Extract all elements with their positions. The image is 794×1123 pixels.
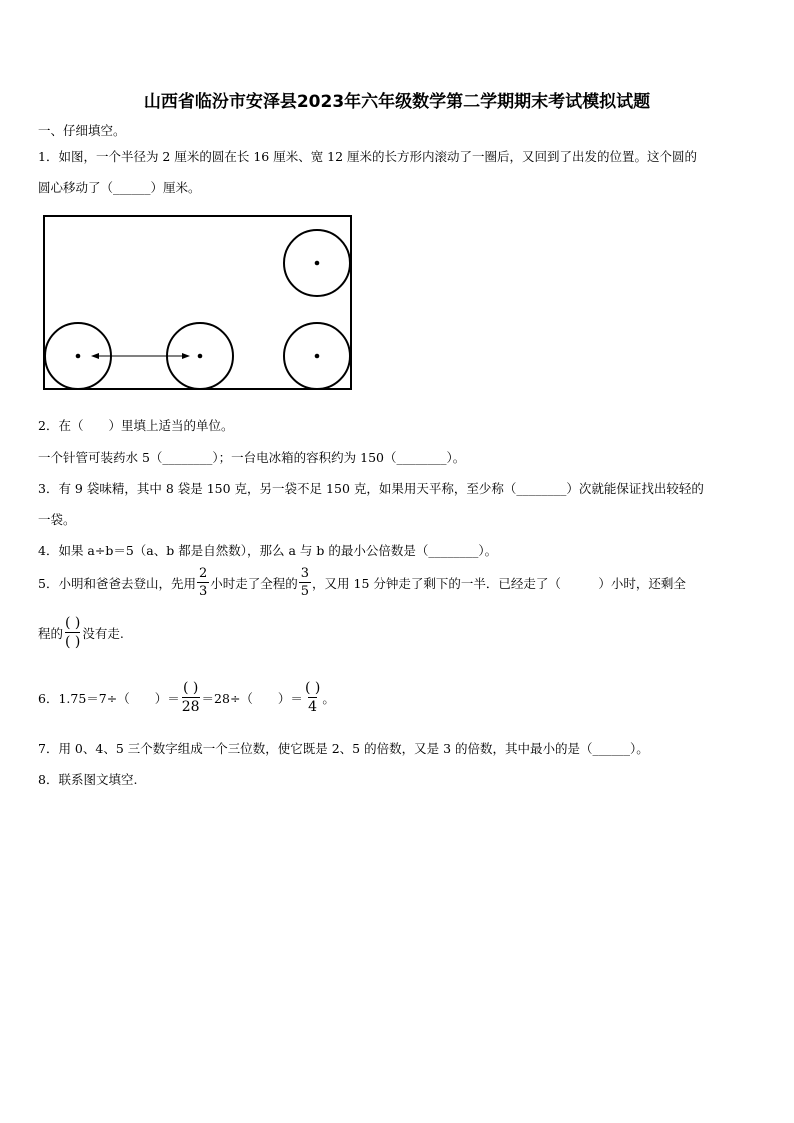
q6-text-part1: 6．1.75＝7÷（ ）＝ bbox=[38, 690, 180, 706]
exam-title: 山西省临汾市安泽县2023年六年级数学第二学期期末考试模拟试题 bbox=[143, 92, 651, 112]
question-6-line-1 bbox=[38, 681, 335, 714]
circle-center-dot bbox=[76, 354, 81, 359]
fraction-numerator: 3 bbox=[300, 566, 310, 581]
fraction-denominator: 4 bbox=[308, 699, 318, 715]
question-1-line-2: 圆心移动了（______）厘米。 bbox=[38, 180, 201, 195]
fraction-over-4 bbox=[305, 681, 320, 714]
q5-line2-part2: 没有走. bbox=[82, 625, 124, 641]
question-8-line-1: 8．联系图文填空. bbox=[38, 772, 138, 787]
section-heading: 一、仔细填空。 bbox=[38, 123, 126, 138]
q5-line2-part1: 程的 bbox=[38, 625, 64, 641]
fraction-denominator: 3 bbox=[198, 584, 208, 599]
fraction-two-thirds bbox=[197, 567, 209, 598]
question-4-line-1: 4．如果 a÷b＝5（a、b 都是自然数），那么 a 与 b 的最小公倍数是（________）。 bbox=[38, 543, 498, 558]
q5-text-part3: ，又用 15 分钟走了剩下的一半．已经走了（ ）小时，还剩全 bbox=[312, 575, 686, 591]
rectangle-circles-figure bbox=[43, 215, 353, 391]
q6-text-part2: ＝28÷（ ）＝ bbox=[201, 690, 303, 706]
fraction-blank bbox=[65, 616, 80, 649]
question-1-line-1: 1．如图，一个半径为 2 厘米的圆在长 16 厘米、宽 12 厘米的长方形内滚动了一圈后，又回到了出发的位置。这个圆的 bbox=[38, 149, 698, 164]
q6-text-part3: 。 bbox=[322, 690, 335, 706]
question-5-line-2 bbox=[38, 616, 124, 649]
q5-text-part1: 5．小明和爸爸去登山，先用 bbox=[38, 575, 196, 591]
fraction-denominator: 5 bbox=[300, 584, 310, 599]
question-3-line-1: 3．有 9 袋味精，其中 8 袋是 150 克，另一袋不足 150 克，如果用天平称，至少称（________）次就能保证找出较轻的 bbox=[38, 481, 704, 496]
fraction-denominator: 28 bbox=[181, 699, 200, 715]
fraction-three-fifths bbox=[299, 567, 311, 598]
fraction-over-28 bbox=[182, 681, 200, 714]
question-3-line-2: 一袋。 bbox=[38, 512, 76, 527]
circle-center-dot bbox=[315, 261, 320, 266]
fraction-numerator-blank: ( ) bbox=[182, 680, 199, 696]
arrow-head-right bbox=[182, 353, 190, 359]
circle-center-dot bbox=[198, 354, 203, 359]
rectangle-border bbox=[44, 216, 351, 389]
question-2-line-2: 一个针管可装药水 5（________）；一台电冰箱的容积约为 150（________）。 bbox=[38, 450, 466, 465]
question-7-line-1: 7．用 0、4、5 三个数字组成一个三位数，使它既是 2、5 的倍数，又是 3 的倍数，其中最小的是（______）。 bbox=[38, 741, 649, 756]
arrow-head-left bbox=[91, 353, 99, 359]
fraction-numerator-blank: ( ) bbox=[65, 615, 81, 631]
fraction-numerator-blank: ( ) bbox=[304, 680, 321, 696]
q5-text-part2: 小时走了全程的 bbox=[210, 575, 298, 591]
fraction-numerator: 2 bbox=[198, 566, 208, 581]
question-5-line-1 bbox=[38, 567, 686, 598]
circle-center-dot bbox=[315, 354, 320, 359]
fraction-denominator-blank: ( ) bbox=[65, 634, 81, 650]
question-2-line-1: 2．在（ ）里填上适当的单位。 bbox=[38, 418, 234, 433]
